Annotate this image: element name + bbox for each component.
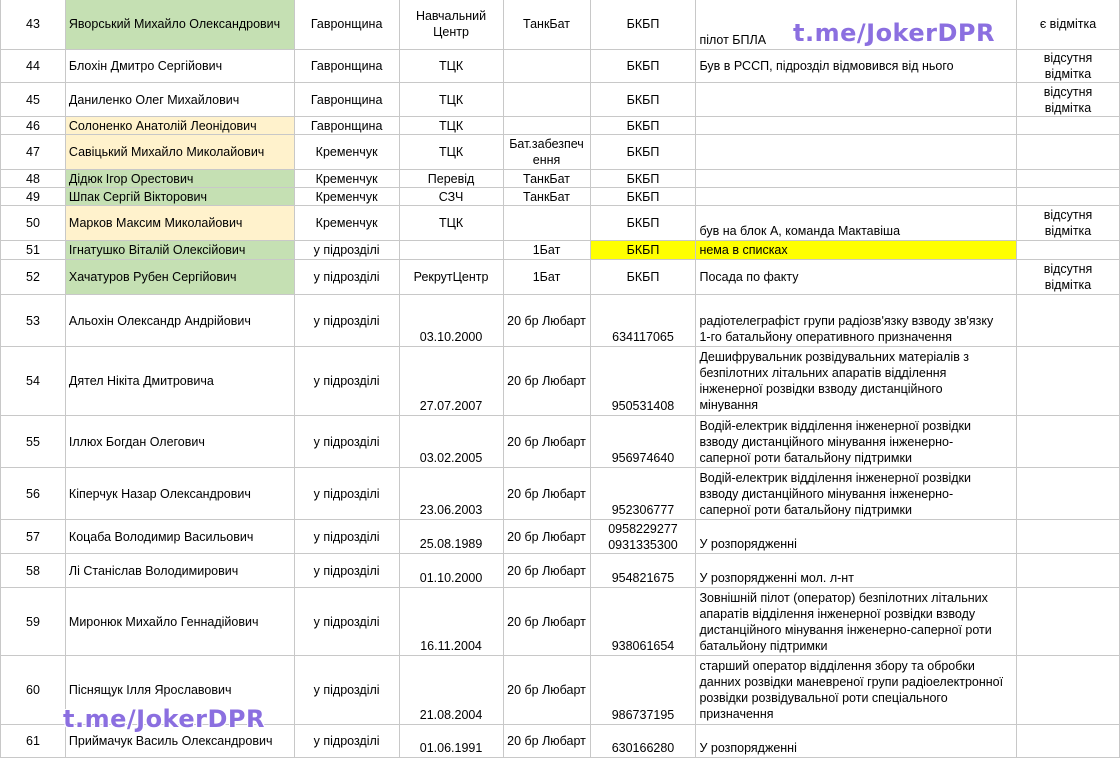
source-cell: 01.06.1991: [399, 725, 503, 758]
row-number: 53: [1, 295, 66, 347]
unit-cell: 1Бат: [503, 241, 590, 260]
unit-cell: ТанкБат: [503, 170, 590, 188]
unit-cell: 20 бр Любарт: [503, 347, 590, 416]
source-cell: 01.10.2000: [399, 554, 503, 588]
code-cell: 0958229277 0931335300: [590, 520, 696, 554]
source-cell: Перевід: [399, 170, 503, 188]
table-row: [1, 206, 1120, 241]
status-mark: [1017, 135, 1120, 170]
unit-cell: ТанкБат: [503, 0, 590, 50]
person-name: Блохін Дмитро Сергійович: [65, 50, 294, 83]
code-cell: 630166280: [590, 725, 696, 758]
source-cell: ТЦК: [399, 135, 503, 170]
unit-cell: 20 бр Любарт: [503, 295, 590, 347]
location: у підрозділі: [294, 725, 399, 758]
status-mark: [1017, 520, 1120, 554]
row-number: 55: [1, 416, 66, 468]
source-cell: 21.08.2004: [399, 656, 503, 725]
description: [696, 83, 1017, 117]
description: Дешифрувальник розвідувальних матеріалів з безпілотних літальних апаратів відділення інженерної розвідки взводу дистанційного мінування: [696, 347, 1017, 416]
row-number: 59: [1, 588, 66, 656]
status-mark: [1017, 416, 1120, 468]
code-cell: БКБП: [590, 241, 696, 260]
unit-cell: ТанкБат: [503, 188, 590, 206]
table-row: [1, 170, 1120, 188]
description: нема в списках: [696, 241, 1017, 260]
code-cell: 634117065: [590, 295, 696, 347]
unit-cell: 20 бр Любарт: [503, 588, 590, 656]
location: у підрозділі: [294, 588, 399, 656]
description: Водій-електрик відділення інженерної розвідки взводу дистанційного мінування інженерно- саперної роти батальйону підтримки: [696, 468, 1017, 520]
source-cell: Навчальний Центр: [399, 0, 503, 50]
code-cell: БКБП: [590, 50, 696, 83]
table-row: [1, 588, 1120, 656]
row-number: 43: [1, 0, 66, 50]
code-cell: БКБП: [590, 170, 696, 188]
location: Кременчук: [294, 188, 399, 206]
person-name: Ігнатушко Віталій Олексійович: [65, 241, 294, 260]
location: у підрозділі: [294, 260, 399, 295]
location: Кременчук: [294, 170, 399, 188]
status-mark: [1017, 468, 1120, 520]
description: У розпорядженні: [696, 520, 1017, 554]
description: Водій-електрик відділення інженерної розвідки взводу дистанційного мінування інженерно- саперної роти батальйону підтримки: [696, 416, 1017, 468]
table-row: [1, 241, 1120, 260]
code-cell: 986737195: [590, 656, 696, 725]
code-cell: БКБП: [590, 206, 696, 241]
row-number: 54: [1, 347, 66, 416]
unit-cell: Бат.забезпеч ення: [503, 135, 590, 170]
table-row: [1, 50, 1120, 83]
row-number: 47: [1, 135, 66, 170]
status-mark: відсутня відмітка: [1017, 206, 1120, 241]
source-cell: 03.02.2005: [399, 416, 503, 468]
unit-cell: 1Бат: [503, 260, 590, 295]
person-name: Коцаба Володимир Васильович: [65, 520, 294, 554]
person-name: Дятел Нікіта Дмитровича: [65, 347, 294, 416]
unit-cell: 20 бр Любарт: [503, 656, 590, 725]
table-row: [1, 468, 1120, 520]
location: у підрозділі: [294, 295, 399, 347]
row-number: 57: [1, 520, 66, 554]
code-cell: БКБП: [590, 260, 696, 295]
source-cell: 23.06.2003: [399, 468, 503, 520]
location: у підрозділі: [294, 347, 399, 416]
source-cell: ТЦК: [399, 50, 503, 83]
row-number: 61: [1, 725, 66, 758]
location: Кременчук: [294, 206, 399, 241]
code-cell: 938061654: [590, 588, 696, 656]
person-name: Іллюх Богдан Олегович: [65, 416, 294, 468]
code-cell: БКБП: [590, 0, 696, 50]
table-row: [1, 295, 1120, 347]
code-cell: БКБП: [590, 135, 696, 170]
source-cell: РекрутЦентр: [399, 260, 503, 295]
status-mark: [1017, 117, 1120, 135]
location: Кременчук: [294, 135, 399, 170]
row-number: 50: [1, 206, 66, 241]
unit-cell: 20 бр Любарт: [503, 725, 590, 758]
person-name: Даниленко Олег Михайлович: [65, 83, 294, 117]
status-mark: [1017, 295, 1120, 347]
source-cell: ТЦК: [399, 83, 503, 117]
code-cell: 950531408: [590, 347, 696, 416]
location: у підрозділі: [294, 468, 399, 520]
description: пілот БПЛА: [696, 0, 1017, 50]
table-row: [1, 117, 1120, 135]
status-mark: [1017, 725, 1120, 758]
table-row: [1, 188, 1120, 206]
unit-cell: [503, 50, 590, 83]
person-name: Альохін Олександр Андрійович: [65, 295, 294, 347]
status-mark: відсутня відмітка: [1017, 260, 1120, 295]
watermark-bottom: t.me/JokerDPR: [63, 705, 265, 733]
person-name: Дідюк Ігор Орестович: [65, 170, 294, 188]
code-cell: БКБП: [590, 117, 696, 135]
person-name: Піснящук Ілля Ярославович: [65, 656, 294, 725]
person-name: Приймачук Василь Олександрович: [65, 725, 294, 758]
description: Зовнішній пілот (оператор) безпілотних літальних апаратів відділення інженерної розвідки взводу дистанційного мінування інженерно-саперної роти батальйону підтримки: [696, 588, 1017, 656]
description: У розпорядженні мол. л-нт: [696, 554, 1017, 588]
status-mark: відсутня відмітка: [1017, 50, 1120, 83]
row-number: 58: [1, 554, 66, 588]
person-name: Кіперчук Назар Олександрович: [65, 468, 294, 520]
person-name: Хачатуров Рубен Сергійович: [65, 260, 294, 295]
table-body: [1, 0, 1120, 758]
description: був на блок А, команда Мактавіша: [696, 206, 1017, 241]
code-cell: БКБП: [590, 83, 696, 117]
row-number: 46: [1, 117, 66, 135]
status-mark: [1017, 170, 1120, 188]
description: [696, 117, 1017, 135]
table-row: [1, 554, 1120, 588]
person-name: Лі Станіслав Володимирович: [65, 554, 294, 588]
unit-cell: 20 бр Любарт: [503, 520, 590, 554]
code-cell: 954821675: [590, 554, 696, 588]
unit-cell: [503, 83, 590, 117]
location: у підрозділі: [294, 554, 399, 588]
description: Посада по факту: [696, 260, 1017, 295]
person-name: Савіцький Михайло Миколайович: [65, 135, 294, 170]
unit-cell: 20 бр Любарт: [503, 416, 590, 468]
table-row: [1, 347, 1120, 416]
table-row: [1, 520, 1120, 554]
row-number: 60: [1, 656, 66, 725]
location: у підрозділі: [294, 241, 399, 260]
table-row: [1, 260, 1120, 295]
description: У розпорядженні: [696, 725, 1017, 758]
row-number: 48: [1, 170, 66, 188]
unit-cell: [503, 206, 590, 241]
source-cell: ТЦК: [399, 206, 503, 241]
source-cell: [399, 241, 503, 260]
location: у підрозділі: [294, 656, 399, 725]
location: у підрозділі: [294, 416, 399, 468]
source-cell: 16.11.2004: [399, 588, 503, 656]
row-number: 44: [1, 50, 66, 83]
source-cell: 03.10.2000: [399, 295, 503, 347]
status-mark: [1017, 588, 1120, 656]
person-name: Яворський Михайло Олександрович: [65, 0, 294, 50]
person-name: Марков Максим Миколайович: [65, 206, 294, 241]
row-number: 52: [1, 260, 66, 295]
description: радіотелеграфіст групи радіозв'язку взводу зв'язку 1-го батальйону оперативного призначення: [696, 295, 1017, 347]
code-cell: 956974640: [590, 416, 696, 468]
status-mark: [1017, 241, 1120, 260]
status-mark: [1017, 188, 1120, 206]
status-mark: є відмітка: [1017, 0, 1120, 50]
table-row: [1, 416, 1120, 468]
unit-cell: [503, 117, 590, 135]
location: Гавронщина: [294, 117, 399, 135]
code-cell: 952306777: [590, 468, 696, 520]
status-mark: [1017, 347, 1120, 416]
location: Гавронщина: [294, 0, 399, 50]
unit-cell: 20 бр Любарт: [503, 554, 590, 588]
description: старший оператор відділення збору та обробки данних розвідки маневреної групи радіоелектронної розвідки розвідувальної роти спеціального призначення: [696, 656, 1017, 725]
table-row: [1, 83, 1120, 117]
watermark-top: t.me/JokerDPR: [793, 19, 995, 47]
source-cell: 27.07.2007: [399, 347, 503, 416]
status-mark: [1017, 554, 1120, 588]
location: Гавронщина: [294, 83, 399, 117]
row-number: 45: [1, 83, 66, 117]
description: [696, 188, 1017, 206]
description: [696, 135, 1017, 170]
person-name: Миронюк Михайло Геннадійович: [65, 588, 294, 656]
person-name: Солоненко Анатолій Леонідович: [65, 117, 294, 135]
source-cell: СЗЧ: [399, 188, 503, 206]
row-number: 51: [1, 241, 66, 260]
row-number: 49: [1, 188, 66, 206]
status-mark: відсутня відмітка: [1017, 83, 1120, 117]
unit-cell: 20 бр Любарт: [503, 468, 590, 520]
description: [696, 170, 1017, 188]
person-name: Шпак Сергій Вікторович: [65, 188, 294, 206]
source-cell: ТЦК: [399, 117, 503, 135]
row-number: 56: [1, 468, 66, 520]
location: у підрозділі: [294, 520, 399, 554]
location: Гавронщина: [294, 50, 399, 83]
source-cell: 25.08.1989: [399, 520, 503, 554]
table-row: [1, 135, 1120, 170]
description: Був в РССП, підрозділ відмовився від нього: [696, 50, 1017, 83]
code-cell: БКБП: [590, 188, 696, 206]
status-mark: [1017, 656, 1120, 725]
